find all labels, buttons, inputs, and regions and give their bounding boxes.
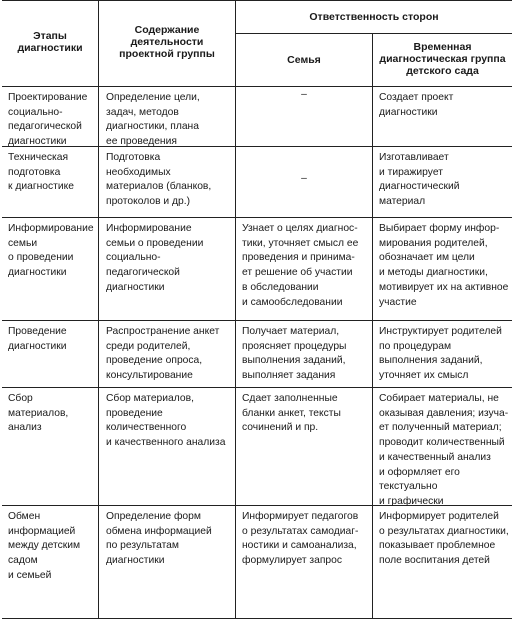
row-6-group: Информирует родителей о результатах диагностики, показывает проблемное поле воспитания детей xyxy=(379,511,509,567)
row-6-stage: Обмен информацией между детским садом и семьей xyxy=(8,511,81,581)
header-content: Содержание деятельности проектной группы xyxy=(119,24,215,60)
table-top-border xyxy=(2,0,512,1)
column-divider xyxy=(235,0,236,619)
row-5-family: Сдает заполненные бланки анкет, тексты сочинений и пр. xyxy=(242,393,341,434)
row-1-stage: Проектирование социально- педагогической диагностики xyxy=(8,92,88,148)
row-1-content: Определение цели, задач, методов диагностики, плана ее проведения xyxy=(106,92,200,148)
row-divider xyxy=(2,217,512,218)
header-stages: Этапы диагностики xyxy=(17,30,83,54)
header-bottom-border xyxy=(2,86,512,87)
row-2-stage: Техническая подготовка к диагностике xyxy=(8,152,74,193)
row-2-content: Подготовка необходимых материалов (бланков, протоколов и др.) xyxy=(106,152,212,208)
row-3-family: Узнает о целях диагнос- тики, уточняет смысл ее проведения и принима- ет решение об участии в обследовании и самообследовании xyxy=(242,223,359,308)
row-3-group: Выбирает форму инфор- мирования родителей, обозначает им цели и методы диагностики, мотивирует их на активное участие xyxy=(379,223,509,308)
row-5-stage: Сбор материалов, анализ xyxy=(8,393,69,434)
header-responsibility: Ответственность сторон xyxy=(309,11,439,23)
row-4-content: Распространение анкет среди родителей, проведение опроса, консультирование xyxy=(106,326,220,382)
row-1-group: Создает проект диагностики xyxy=(379,92,454,118)
row-1-family: – xyxy=(301,89,307,100)
row-3-content: Информирование семьи о проведении социально- педагогической диагностики xyxy=(106,223,204,293)
row-4-stage: Проведение диагностики xyxy=(8,326,67,352)
row-2-group: Изготавливает и тиражирует диагностический материал xyxy=(379,152,460,208)
row-4-family: Получает материал, проясняет процедуры выполнения заданий, выполняет задания xyxy=(242,326,347,382)
row-divider xyxy=(2,320,512,321)
row-6-content: Определение форм обмена информацией по результатам диагностики xyxy=(106,511,212,567)
row-6-family: Информирует педагогов о результатах самодиаг- ностики и самоанализа, формулирует запрос xyxy=(242,511,359,567)
row-5-group: Собирает материалы, не оказывая давления; изуча- ет полученный материал; проводит количественный и качественный анализ и оформляет его текстуально и графически xyxy=(379,393,509,507)
row-5-content: Сбор материалов, проведение количественного и качественного анализа xyxy=(106,393,226,449)
responsibility-divider xyxy=(235,33,512,34)
responsibility-table xyxy=(2,0,512,619)
table-bottom-border xyxy=(2,618,512,619)
column-divider xyxy=(98,0,99,619)
row-divider xyxy=(2,387,512,388)
row-3-stage: Информирование семьи о проведении диагностики xyxy=(8,223,94,279)
row-4-group: Инструктирует родителей по процедурам выполнения заданий, уточняет их смысл xyxy=(379,326,502,382)
column-divider xyxy=(372,33,373,619)
header-group: Временная диагностическая группа детского сада xyxy=(379,41,506,77)
row-2-family: – xyxy=(301,173,307,184)
header-family: Семья xyxy=(287,54,321,66)
